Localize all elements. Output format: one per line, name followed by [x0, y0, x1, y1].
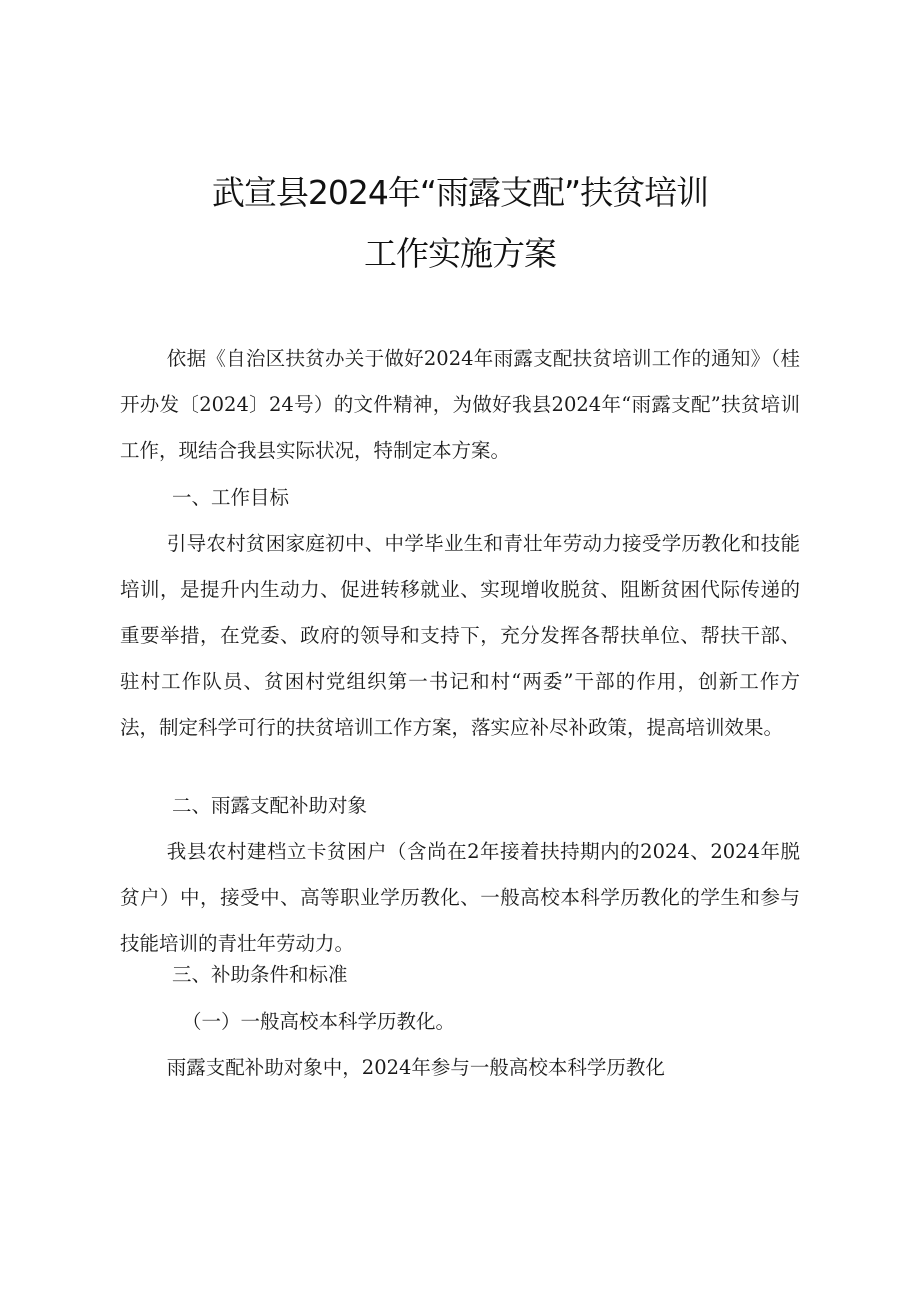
section-heading-goals: 一、工作目标 — [172, 486, 290, 509]
subsection-heading-undergraduate: （一）一般高校本科学历教化。 — [182, 1010, 456, 1033]
section-body-subsidy-targets: 我县农村建档立卡贫困户（含尚在2年接着扶持期内的2024、2024年脱贫户）中，接受中、高等职业学历教化、一般高校本科学历教化的学生和参与技能培训的青壮年劳动力。 — [120, 840, 800, 955]
section-heading-conditions-standards: 三、补助条件和标准 — [172, 963, 348, 986]
section-body-goals: 引导农村贫困家庭初中、中学毕业生和青壮年劳动力接受学历教化和技能培训，是提升内生动力、促进转移就业、实现增收脱贫、阻断贫困代际传递的重要举措，在党委、政府的领导和支持下，充分发挥各帮扶单位、帮扶干部、驻村工作队员、贫困村党组织第一书记和村“两委”干部的作用，创新工作方法，制定科学可行的扶贫培训工作方案，落实应补尽补政策，提高培训效果。 — [120, 532, 800, 739]
intro-paragraph: 依据《自治区扶贫办关于做好2024年雨露支配扶贫培训工作的通知》（桂开办发〔2024〕24号）的文件精神，为做好我县2024年“雨露支配”扶贫培训工作，现结合我县实际状况，特制定本方案。 — [120, 347, 800, 462]
document-title-line-1: 武宣县2024年“雨露支配”扶贫培训 — [211, 173, 709, 212]
document-title-line-2: 工作实施方案 — [364, 234, 556, 273]
section-heading-subsidy-targets: 二、雨露支配补助对象 — [172, 794, 368, 817]
subsection-body-undergraduate: 雨露支配补助对象中，2024年参与一般高校本科学历教化 — [166, 1056, 665, 1079]
